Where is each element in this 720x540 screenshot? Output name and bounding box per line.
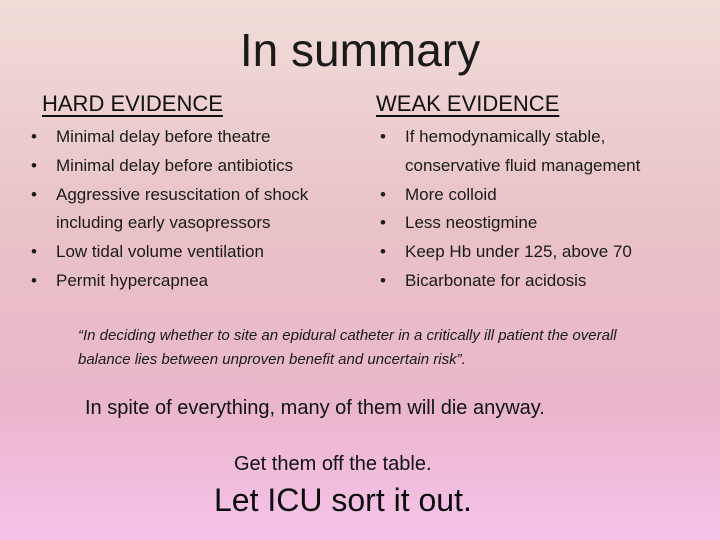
slide-title: In summary (239, 24, 481, 76)
closing-line-1: Get them off the table. (234, 453, 432, 475)
hard-evidence-item: • Aggressive resuscitation of shock including early vasopressors (28, 181, 348, 239)
weak-evidence-item: • Keep Hb under 125, above 70 (377, 238, 677, 267)
weak-evidence-item: • Less neostigmine (377, 209, 677, 238)
hard-evidence-heading: HARD EVIDENCE (42, 91, 223, 116)
weak-evidence-heading: WEAK EVIDENCE (376, 91, 560, 116)
weak-evidence-item: • If hemodynamically stable, conservative fluid management (377, 123, 677, 181)
hard-evidence-list (28, 123, 348, 296)
weak-evidence-item: • More colloid (377, 181, 677, 210)
closing-line-2: Let ICU sort it out. (214, 482, 472, 518)
hard-evidence-item: • Minimal delay before theatre (28, 123, 348, 152)
weak-evidence-list (377, 123, 677, 296)
weak-evidence-item: • Bicarbonate for acidosis (377, 267, 677, 296)
summary-statement: In spite of everything, many of them will die anyway. (85, 397, 545, 419)
hard-evidence-item: • Minimal delay before antibiotics (28, 152, 348, 181)
hard-evidence-item: • Low tidal volume ventilation (28, 238, 348, 267)
hard-evidence-item: • Permit hypercapnea (28, 267, 348, 296)
epidural-quote: “In deciding whether to site an epidural catheter in a critically ill patient the overall balance lies between unproven benefit and uncertain risk”. (78, 327, 617, 368)
